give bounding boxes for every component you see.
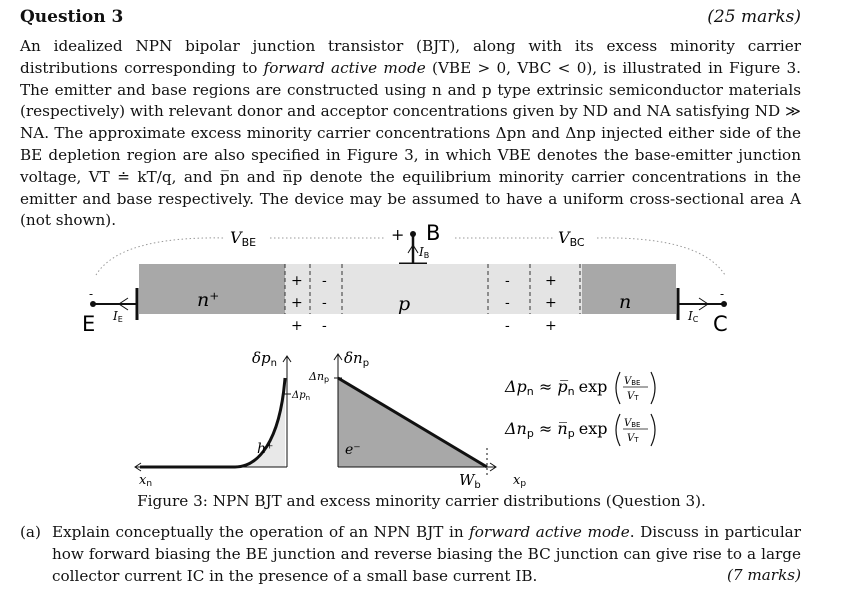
figure-3 — [0, 218, 843, 490]
eq2-left-paren — [616, 414, 620, 446]
dpn-axis-label: $\delta p_n$ — [252, 349, 277, 369]
question-header — [20, 7, 801, 29]
bc-plus-1: + — [545, 273, 557, 289]
vbe-label: VBE — [230, 228, 257, 249]
part-a — [20, 522, 801, 587]
part-a-text-1: Explain conceptually the operation of an NPN BJT in — [52, 523, 470, 541]
vbc-label: VBC — [558, 228, 585, 249]
eq1-left-paren — [616, 372, 620, 404]
ib-label: IB — [419, 245, 430, 260]
intro-text-1: An idealized NPN bipolar junction transistor (BJT), along with its excess minority carrier distributions corresponding to — [20, 37, 801, 77]
emitter-minus-sign: - — [89, 287, 94, 301]
eq1-right-paren — [651, 372, 655, 404]
bc-plus-3: + — [545, 318, 557, 334]
intro-text-2: (VBE > 0, VBC < 0), is illustrated in Figure 3. The emitter and base regions are constructed using n and p type extrinsic semiconductor materials (respectively) with relevant donor and acceptor concentrations given by ND and NA satisfying ND ≫ NA. The approximate excess minority carrier concentrations Δpn and Δnp injected either side of the BE depletion region are also specified in Figure 3, in which VBE denotes the base-emitter junction voltage, VT ≐ kT/q, and p̅n and n̅p denote the equilibrium minority carrier concentrations in the emitter and base respectively. The device may be assumed to have a uniform cross-sectional area A (not shown). — [20, 58, 801, 230]
intro-emphasis: forward active mode — [263, 58, 426, 77]
dnp-marker-label: Δnp — [309, 370, 330, 384]
holes-label: h⁺ — [257, 441, 274, 457]
wb-label: $W_b$ — [459, 471, 481, 490]
base-doping-label: p — [398, 293, 411, 315]
question-intro — [20, 36, 801, 232]
emitter-terminal-dot — [90, 301, 96, 307]
be-minus-1: - — [322, 273, 327, 289]
collector-terminal-dot — [721, 301, 727, 307]
bjt-diagram — [0, 218, 843, 490]
bc-depletion-region — [485, 264, 582, 314]
electrons-label: e⁻ — [345, 442, 361, 458]
be-plus-3: + — [291, 318, 303, 334]
be-minus-3: - — [322, 318, 327, 334]
part-a-emphasis: forward active mode — [469, 523, 630, 541]
collector-minus-sign: - — [720, 287, 725, 301]
emitter-terminal-label: E — [82, 312, 96, 336]
part-a-text-2: . Discuss in particular how forward biasing the BE junction and reverse biasing the BC junction can give rise to a large collector current IC in the presence of a small base current IB. — [52, 523, 802, 585]
question-title: Question 3 — [20, 7, 124, 27]
be-plus-1: + — [291, 273, 303, 289]
base-plus-sign: + — [391, 225, 405, 244]
dnp-axis-label: $\delta n_p$ — [344, 349, 370, 369]
be-minus-2: - — [322, 295, 327, 311]
collector-doping-label: n — [619, 291, 632, 313]
base-region — [343, 264, 485, 314]
be-plus-2: + — [291, 295, 303, 311]
eq2-denominator: VT — [627, 433, 639, 444]
bc-minus-1: - — [505, 273, 510, 289]
question-marks: (25 marks) — [707, 7, 801, 27]
part-a-marks: (7 marks) — [726, 566, 801, 584]
part-a-label: (a) — [20, 523, 41, 541]
eq1-denominator: VT — [627, 391, 639, 402]
dpn-marker-label: $\Delta p_n$ — [292, 390, 311, 402]
ie-label: IE — [113, 309, 123, 324]
eq1-text: Δpn ≈ p̅n exp — [505, 377, 608, 398]
equation-dpn — [504, 372, 655, 404]
base-terminal-label: B — [426, 221, 441, 245]
emitter-doping-label: n⁺ — [197, 289, 220, 311]
bc-minus-3: - — [505, 318, 510, 334]
equation-dnp — [504, 414, 655, 446]
xp-label: xp — [513, 473, 527, 489]
eq2-right-paren — [651, 414, 655, 446]
bc-plus-2: + — [545, 295, 557, 311]
figure-caption: Figure 3: NPN BJT and excess minority carrier distributions (Question 3). — [137, 492, 706, 510]
bc-minus-2: - — [505, 295, 510, 311]
part-a-body — [52, 522, 801, 587]
eq1-numerator: VBE — [624, 376, 641, 387]
eq2-numerator: VBE — [624, 418, 641, 429]
collector-terminal-label: C — [713, 312, 728, 336]
eq2-text: Δnp ≈ n̅p exp — [505, 419, 608, 440]
ic-label: IC — [688, 309, 699, 324]
xn-label: xn — [139, 473, 153, 489]
